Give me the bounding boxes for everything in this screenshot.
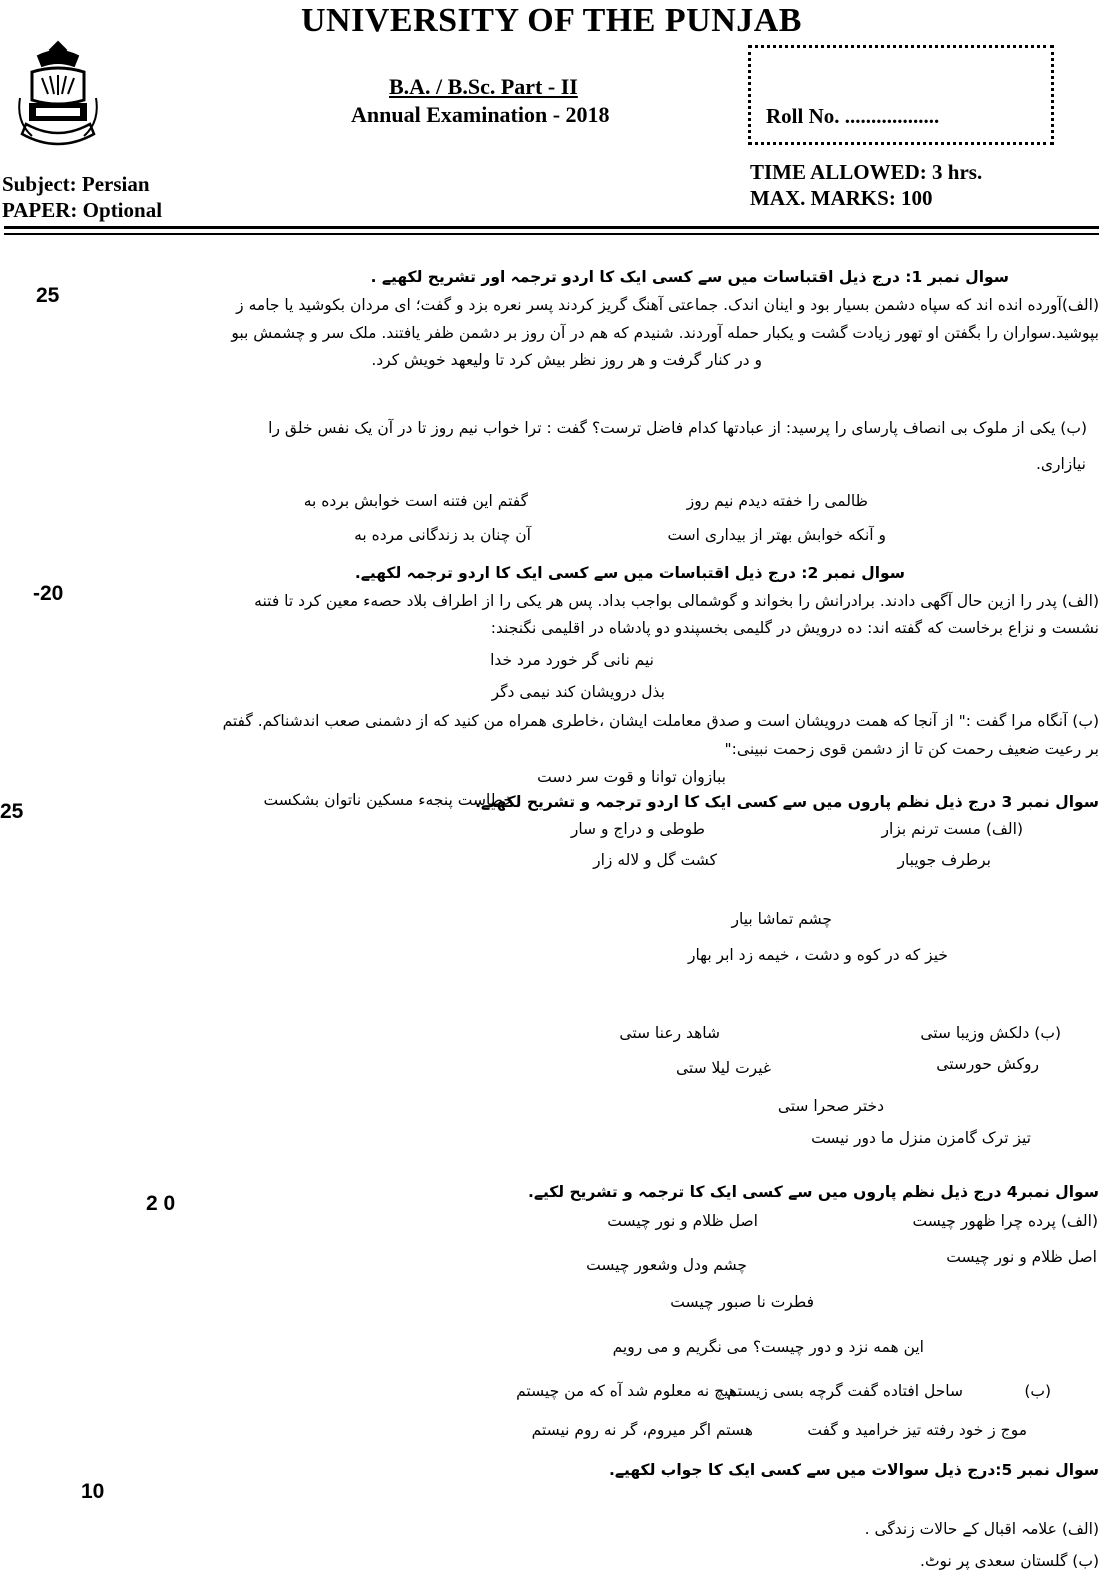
q5-a: (الف) علامہ اقبال کے حالات زندگی . (864, 1520, 1099, 1538)
q1-marks: 25 (36, 284, 60, 307)
q4-b2-b: هستم اگر میروم، گر نه روم نیستم (531, 1421, 753, 1439)
q5-marks: 10 (81, 1480, 105, 1503)
q3-b1-a: (ب) دلکش وزیبا ستی (920, 1024, 1061, 1042)
university-title: UNIVERSITY OF THE PUNJAB (301, 2, 802, 39)
program-title: B.A. / B.Sc. Part - II (389, 74, 578, 99)
q4-a2-a: اصل ظلام و نور چیست (946, 1248, 1097, 1266)
q4-a1-a: (الف) پرده چرا ظهور چیست (912, 1212, 1098, 1230)
q2-verse3-b: خطاست پنجه‌ء مسکین ناتوان بشکست (263, 791, 513, 809)
header-rule-thin (4, 233, 1099, 235)
q3-marks: 25 (0, 800, 24, 823)
q2-verse3-a: ببازوان توانا و قوت سر دست (537, 768, 726, 786)
subject-label: Subject: Persian (2, 172, 150, 196)
q3-a2-a: برطرف جویبار (897, 851, 991, 869)
max-marks-label: MAX. MARKS: 100 (750, 186, 933, 210)
q4-a4: این همه نزد و دور چیست؟ می نگریم و می رویم (612, 1338, 924, 1356)
q1-b-line2: نیازاری. (1035, 455, 1086, 473)
q1-verse2-a: و آنکه خوابش بهتر از بیداری است (667, 526, 886, 544)
q1-verse1-a: ظالمی را خفته دیدم نیم روز (686, 492, 868, 510)
q5-b: (ب) گلستان سعدی پر نوٹ. (920, 1552, 1099, 1570)
roll-no-label: Roll No. .................. (766, 104, 940, 128)
q4-b2-a: موج ز خود رفته تیز خرامید و گفت (807, 1421, 1027, 1439)
exam-title: Annual Examination - 2018 (351, 102, 610, 127)
q1-a-line1: (الف)آورده انده اند که سپاه دشمن بسیار بود و اینان اندک. جماعتی آهنگ گریز کردند پسر نعره بزد و گفت؛ ای مردان بکوشید یا جامه ز (236, 296, 1099, 314)
q2-verse2: بذل درویشان کند نیمی دگر (491, 683, 665, 701)
q2-b-line2: بر رعیت ضعیف رحمت کن تا از دشمن قوی زحمت نبینی:" (724, 740, 1099, 758)
q2-b-line1: (ب) آنگاه مرا گفت :" از آنجا که همت درویشان است و صدق معاملت ایشان ،خاطری همراه من کنید که از دشمنی صعب اندشناکم. گفتم (222, 712, 1099, 730)
q3-a4: خیز که در کوه و دشت ، خیمه زد ابر بهار (687, 946, 948, 964)
q4-a3: فطرت نا صبور چیست (670, 1293, 814, 1311)
q1-a-line3: و در کنار گرفت و هر روز نظر بیش کرد تا ولیعهد خویش کرد. (371, 351, 762, 369)
q3-a2-b: کشت گل و لاله زار (593, 851, 717, 869)
roll-no-box (748, 45, 1054, 145)
q1-b-line1: (ب) یکی از ملوک بی انصاف پارسای را پرسید: از عبادتها کدام فاضل ترست؟ گفت : ترا خواب نیم روز تا در آن یک نفس خلق را (268, 419, 1087, 437)
q2-title: سوال نمبر 2: درج ذیل اقتباسات میں سے کسی ایک کا اردو ترجمہ لکھیے. (354, 564, 905, 582)
q4-b1-a: ساحل افتاده گفت گرچه بسی زیستم (727, 1382, 963, 1400)
q3-b2-a: روکش حورستی (936, 1055, 1039, 1073)
q4-b-label: (ب) (1024, 1382, 1051, 1400)
q4-a2-b: چشم ودل وشعور چیست (586, 1256, 747, 1274)
q3-a1-a: (الف) مست ترنم بزار (881, 820, 1023, 838)
q3-title: سوال نمبر 3 درج ذیل نظم پاروں میں سے کسی ایک کا اردو ترجمہ و تشریح لکھیے. (475, 793, 1099, 811)
paper-label: PAPER: Optional (2, 198, 163, 222)
q2-a-line1: (الف) پدر را ازین حال آگهی دادند. برادرانش را بخواند و گوشمالی بواجب بداد. پس هر یکی را از اطراف بلاد حصه‌ء معین کرد تا فتنه (254, 592, 1099, 610)
q3-a3: چشم تماشا بیار (731, 910, 832, 928)
q4-marks: 2 0 (146, 1192, 176, 1215)
q1-a-line2: بپوشید.سواران را بگفتن او تهور زیادت گشت و یکبار حمله آوردند. شنیدم که هم در آن روز بر دشمن ظفر یافتند. ملک سر و چشمش ببو (231, 324, 1099, 342)
q2-a-line2: نشست و نزاع برخاست که گفته اند: ده درویش در گلیمی بخسپندو دو پادشاه در اقلیمی نگنجند: (490, 619, 1099, 637)
q1-title: سوال نمبر 1: درج ذیل اقتباسات میں سے کسی ایک کا اردو ترجمہ اور تشریح لکھیے . (370, 268, 1009, 286)
q3-b4: تیز ترک گامزن منزل ما دور نیست (811, 1129, 1031, 1147)
q4-b1-b: هیچ نه معلوم شد آه که من چیستم (516, 1382, 737, 1400)
q3-b3: دختر صحرا ستی (777, 1097, 884, 1115)
header-rule-thick (4, 226, 1099, 229)
q3-b1-b: شاهد رعنا ستی (619, 1024, 720, 1042)
q4-title: سوال نمبر4 درج ذیل نظم پاروں میں سے کسی ایک کا ترجمہ و تشریح لکیے. (527, 1183, 1099, 1201)
q5-title: سوال نمبر 5:درج ذیل سوالات میں سے کسی ایک کا جواب لکھیے. (609, 1461, 1099, 1479)
time-allowed-label: TIME ALLOWED: 3 hrs. (750, 160, 983, 184)
q3-b2-b: غیرت لیلا ستی (675, 1059, 771, 1077)
q2-marks: -20 (33, 582, 64, 605)
q1-verse1-b: گفتم این فتنه است خوابش برده به (303, 492, 528, 510)
university-crest-icon (14, 38, 102, 150)
q3-a1-b: طوطی و دراج و سار (570, 820, 705, 838)
q4-a1-b: اصل ظلام و نور چیست (607, 1212, 758, 1230)
q2-verse1: نیم نانی گر خورد مرد خدا (490, 651, 654, 669)
q1-verse2-b: آن چنان بد زندگانی مرده به (354, 526, 531, 544)
